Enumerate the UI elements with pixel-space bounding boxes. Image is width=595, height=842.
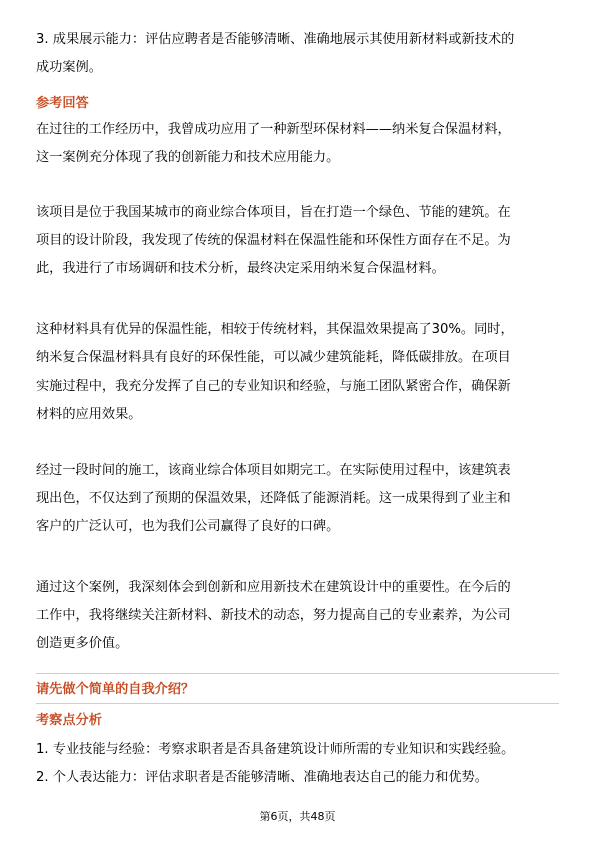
answer-para-2-line-3: 此，我进行了市场调研和技术分析，最终决定采用纳米复合保温材料。 bbox=[36, 261, 445, 276]
answer-para-3-line-4: 材料的应用效果。 bbox=[36, 407, 142, 422]
answer-para-3-line-2: 纳米复合保温材料具有良好的环保性能，可以减少建筑能耗，降低碳排放。在项目 bbox=[36, 350, 511, 365]
answer-para-5-line-2: 工作中，我将继续关注新材料、新技术的动态，努力提高自己的专业素养，为公司 bbox=[36, 608, 511, 623]
answer-para-5-line-3: 创造更多价值。 bbox=[36, 636, 129, 651]
answer-para-2-line-1: 该项目是位于我国某城市的商业综合体项目，旨在打造一个绿色、节能的建筑。在 bbox=[36, 205, 511, 220]
answer-para-5-line-1: 通过这个案例，我深刻体会到创新和应用新技术在建筑设计中的重要性。在今后的 bbox=[36, 580, 511, 595]
analysis-item-2: 2. 个人表达能力：评估求职者是否能够清晰、准确地表达自己的能力和优势。 bbox=[36, 770, 488, 785]
answer-para-3-line-1: 这种材料具有优异的保温性能，相较于传统材料，其保温效果提高了30%。同时， bbox=[36, 322, 514, 337]
answer-para-4-line-3: 客户的广泛认可，也为我们公司赢得了良好的口碑。 bbox=[36, 519, 340, 534]
answer-para-4-line-1: 经过一段时间的施工，该商业综合体项目如期完工。在实际使用过程中，该建筑表 bbox=[36, 463, 511, 478]
answer-para-1-line-1: 在过往的工作经历中，我曾成功应用了一种新型环保材料——纳米复合保温材料， bbox=[36, 122, 511, 137]
answer-para-2-line-2: 项目的设计阶段，我发现了传统的保温材料在保温性能和环保性方面存在不足。为 bbox=[36, 233, 511, 248]
answer-para-3-line-3: 实施过程中，我充分发挥了自己的专业知识和经验，与施工团队紧密合作，确保新 bbox=[36, 379, 511, 394]
section-divider-bottom bbox=[36, 703, 559, 704]
analysis-heading: 考察点分析 bbox=[36, 713, 102, 728]
criteria-item-3-line-2: 成功案例。 bbox=[36, 60, 102, 75]
reference-answer-heading: 参考回答 bbox=[36, 96, 89, 111]
answer-para-4-line-2: 现出色，不仅达到了预期的保温效果，还降低了能源消耗。这一成果得到了业主和 bbox=[36, 491, 511, 506]
question-title: 请先做个简单的自我介绍？ bbox=[36, 682, 195, 697]
page-number: 第6页，共48页 bbox=[259, 810, 336, 823]
criteria-item-3-line-1: 3. 成果展示能力：评估应聘者是否能够清晰、准确地展示其使用新材料或新技术的 bbox=[36, 32, 515, 47]
section-divider-top bbox=[36, 673, 559, 674]
analysis-item-1: 1. 专业技能与经验：考察求职者是否具备建筑设计师所需的专业知识和实践经验。 bbox=[36, 742, 515, 757]
answer-para-1-line-2: 这一案例充分体现了我的创新能力和技术应用能力。 bbox=[36, 150, 340, 165]
